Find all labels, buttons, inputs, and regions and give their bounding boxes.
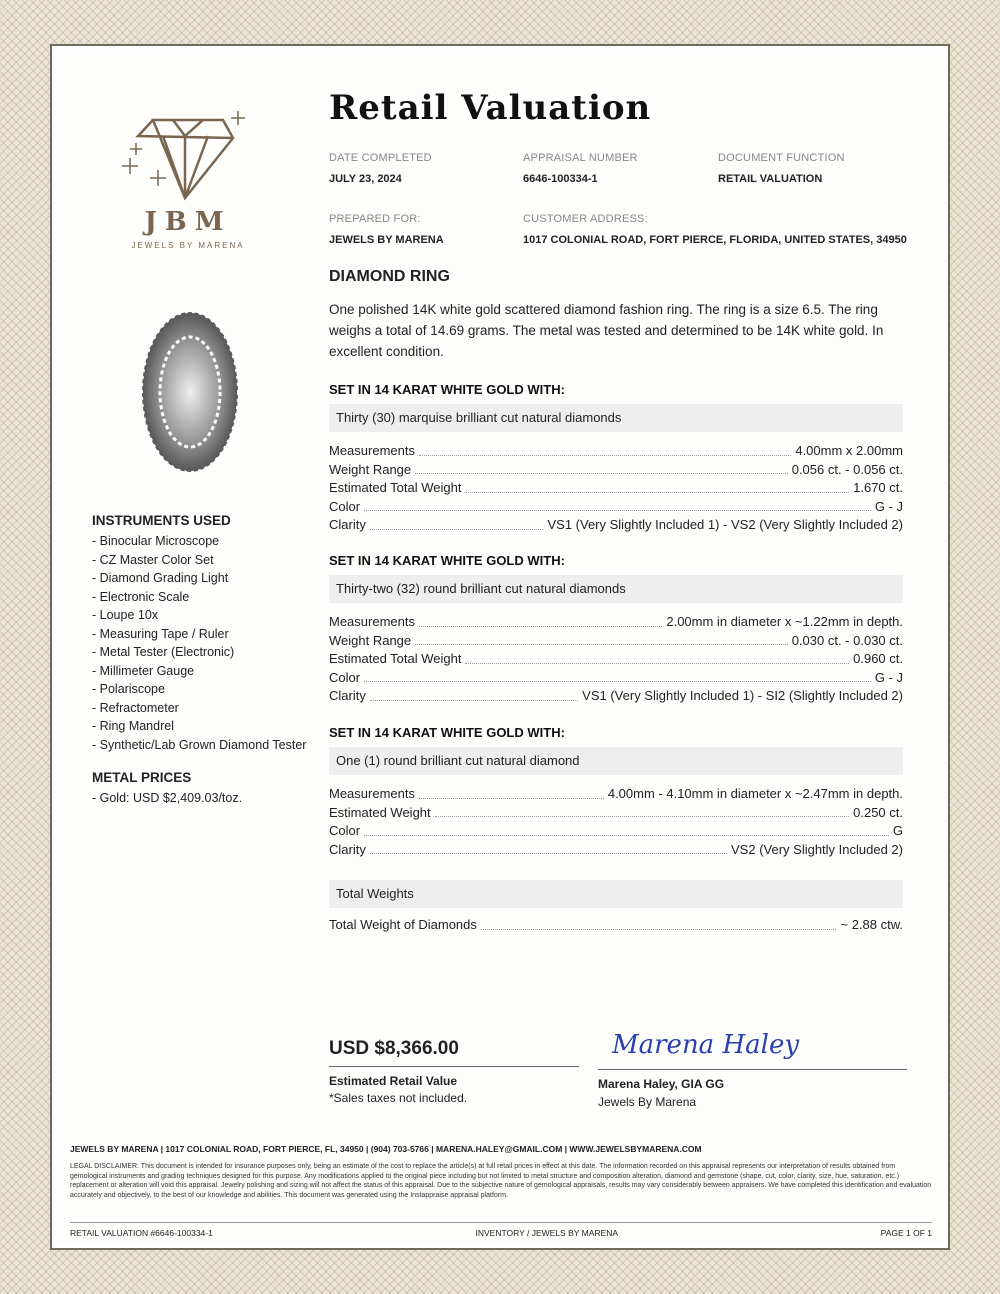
instrument-item: - CZ Master Color Set <box>92 552 214 567</box>
group-heading: SET IN 14 KARAT WHITE GOLD WITH: <box>329 553 565 568</box>
spec-row <box>329 613 903 632</box>
instrument-item: - Synthetic/Lab Grown Diamond Tester <box>92 737 307 752</box>
meta-label: DOCUMENT FUNCTION <box>718 152 845 164</box>
meta-date <box>329 152 432 185</box>
retail-value-amount: USD $8,366.00 <box>329 1038 579 1067</box>
spec-label: Measurements <box>329 786 415 801</box>
spec-value: 2.00mm in diameter x ~1.22mm in depth. <box>666 614 903 629</box>
spec-row <box>329 632 903 651</box>
spec-value: VS1 (Very Slightly Included 1) - VS2 (Very Slightly Included 2) <box>547 517 903 532</box>
spec-row <box>329 822 903 841</box>
spec-row <box>329 479 903 498</box>
spec-row <box>329 498 903 517</box>
spec-label: Clarity <box>329 841 366 857</box>
spec-value: G <box>892 823 903 838</box>
signature-block <box>598 1030 907 1109</box>
spec-row <box>329 785 903 804</box>
spec-value: VS2 (Very Slightly Included 2) <box>731 841 903 857</box>
spec-row <box>329 669 903 688</box>
group-band: Thirty (30) marquise brilliant cut natural diamonds <box>329 404 903 432</box>
instruments-title: INSTRUMENTS USED <box>92 513 231 528</box>
item-title: DIAMOND RING <box>329 268 450 285</box>
spec-row <box>329 804 903 823</box>
meta-address <box>523 213 907 246</box>
footer-bar <box>70 1222 932 1238</box>
instrument-item: - Loupe 10x <box>92 608 159 622</box>
stone-group-2 <box>329 553 903 706</box>
legal-disclaimer: LEGAL DISCLAIMER: This document is intended for insurance purposes only, being an estimate of the cost to replace the article(s) at full retail prices in effect at this date. The information recorded on this appraisal represents our interpretation of results obtained from gemological instruments and grading techniques designed for this purpose. Any modifications applied to the original piece including but not limited to metal structure and composition alteration, diamond and gemstone (shape, cut, color, clarity, size, hue, saturation, etc.) replacement or alteration will void this appraisal. Jewelry polishing and sizing will not affect the status of this appraisal. Due to the subjective nature of gemological appraisals, results may vary considerably between appraisers. We have completed this identification and evaluation accurately and objectively, to the best of our knowledge and abilities. This document was generated using the Instappraise appraisal platform. <box>70 1163 932 1199</box>
spec-row <box>329 687 903 706</box>
instruments-section <box>92 513 322 808</box>
totals-band: Total Weights <box>329 880 903 908</box>
logo-mark: JBM <box>144 207 232 237</box>
metal-price-item: - Gold: USD $2,409.03/toz. <box>92 791 243 805</box>
instrument-item: - Metal Tester (Electronic) <box>92 645 235 659</box>
instrument-item: - Refractometer <box>92 700 179 715</box>
spec-label: Clarity <box>329 517 366 532</box>
group-heading: SET IN 14 KARAT WHITE GOLD WITH: <box>329 382 565 397</box>
spec-row <box>329 650 903 669</box>
value-block <box>329 1038 579 1105</box>
group-band: Thirty-two (32) round brilliant cut natural diamonds <box>329 575 903 603</box>
spec-row <box>329 442 903 461</box>
spec-value: G - J <box>874 669 903 685</box>
spec-label: Weight Range <box>329 461 412 477</box>
instrument-item: - Electronic Scale <box>92 589 190 604</box>
signature: Marena Haley <box>598 1030 907 1070</box>
meta-value: RETAIL VALUATION <box>718 173 823 185</box>
group-band: One (1) round brilliant cut natural diamond <box>329 747 903 775</box>
meta-value: 6646-100334-1 <box>523 173 598 185</box>
totals <box>329 880 903 935</box>
logo-tagline: JEWELS BY MARENA <box>131 241 245 250</box>
document-title: Retail Valuation <box>329 88 652 128</box>
footer-contact: JEWELS BY MARENA | 1017 COLONIAL ROAD, FORT PIERCE, FL, 34950 | (904) 703-5766 | MARENA.HALEY@GMAIL.COM | WWW.JEWELSBYMARENA.COM <box>70 1144 702 1154</box>
spec-value: VS1 (Very Slightly Included 1) - SI2 (Slightly Included 2) <box>582 688 903 703</box>
meta-label: DATE COMPLETED <box>329 152 432 164</box>
meta-prepared-for <box>329 213 444 246</box>
meta-label: APPRAISAL NUMBER <box>523 152 638 164</box>
spec-value: G - J <box>874 498 903 514</box>
jbm-logo <box>118 108 258 250</box>
spec-label: Color <box>329 498 361 514</box>
spec-value: 0.030 ct. - 0.030 ct. <box>791 632 903 648</box>
spec-label: Color <box>329 823 361 838</box>
meta-label: CUSTOMER ADDRESS: <box>523 213 648 225</box>
spec-label: Measurements <box>329 443 415 458</box>
instrument-item: - Binocular Microscope <box>92 534 220 548</box>
spec-label: Color <box>329 669 361 685</box>
total-label: Total Weight of Diamonds <box>329 917 477 932</box>
instrument-item: - Measuring Tape / Ruler <box>92 626 229 641</box>
spec-row <box>329 461 903 480</box>
item-description: One polished 14K white gold scattered diamond fashion ring. The ring is a size 6.5. The ring weighs a total of 14.69 grams. The metal was tested and determined to be 14K white gold. In excellent condition. <box>329 302 884 359</box>
spec-value: 1.670 ct. <box>853 480 903 495</box>
spec-value: 0.960 ct. <box>853 651 903 666</box>
diamond-logo-icon <box>118 108 258 208</box>
spec-label: Estimated Total Weight <box>329 480 462 495</box>
spec-value: 0.056 ct. - 0.056 ct. <box>791 461 903 477</box>
footer-ref: RETAIL VALUATION #6646-100334-1 <box>70 1228 213 1238</box>
signer-company: Jewels By Marena <box>598 1095 697 1109</box>
meta-value: 1017 COLONIAL ROAD, FORT PIERCE, FLORIDA, UNITED STATES, 34950 <box>523 234 907 246</box>
spec-label: Weight Range <box>329 632 412 648</box>
ring-photo <box>135 310 245 475</box>
spec-row <box>329 516 903 535</box>
stone-group-3 <box>329 725 903 859</box>
page-number: PAGE 1 OF 1 <box>880 1228 932 1238</box>
meta-appraisal-number <box>523 152 638 185</box>
total-value: ~ 2.88 ctw. <box>840 917 903 932</box>
instrument-item: - Ring Mandrel <box>92 719 174 733</box>
stone-group-1 <box>329 382 903 535</box>
footer-inventory: INVENTORY / JEWELS BY MARENA <box>475 1228 618 1238</box>
instrument-item: - Millimeter Gauge <box>92 663 195 678</box>
metal-prices-title: METAL PRICES <box>92 770 192 785</box>
spec-value: 0.250 ct. <box>853 804 903 820</box>
meta-value: JULY 23, 2024 <box>329 173 402 185</box>
meta-label: PREPARED FOR: <box>329 213 421 225</box>
total-row <box>329 916 903 935</box>
spec-value: 4.00mm - 4.10mm in diameter x ~2.47mm in depth. <box>607 786 903 801</box>
meta-function <box>718 152 845 185</box>
spec-label: Measurements <box>329 614 415 629</box>
signer-name: Marena Haley, GIA GG <box>598 1077 725 1091</box>
spec-value: 4.00mm x 2.00mm <box>795 443 903 458</box>
spec-label: Estimated Weight <box>329 804 431 820</box>
spec-label: Clarity <box>329 688 366 703</box>
meta-value: JEWELS BY MARENA <box>329 234 444 246</box>
instrument-item: - Diamond Grading Light <box>92 571 229 585</box>
instrument-item: - Polariscope <box>92 682 165 696</box>
spec-row <box>329 841 903 860</box>
spec-label: Estimated Total Weight <box>329 651 462 666</box>
retail-value-label: Estimated Retail Value <box>329 1074 458 1088</box>
group-heading: SET IN 14 KARAT WHITE GOLD WITH: <box>329 725 565 740</box>
tax-note: *Sales taxes not included. <box>329 1091 468 1105</box>
